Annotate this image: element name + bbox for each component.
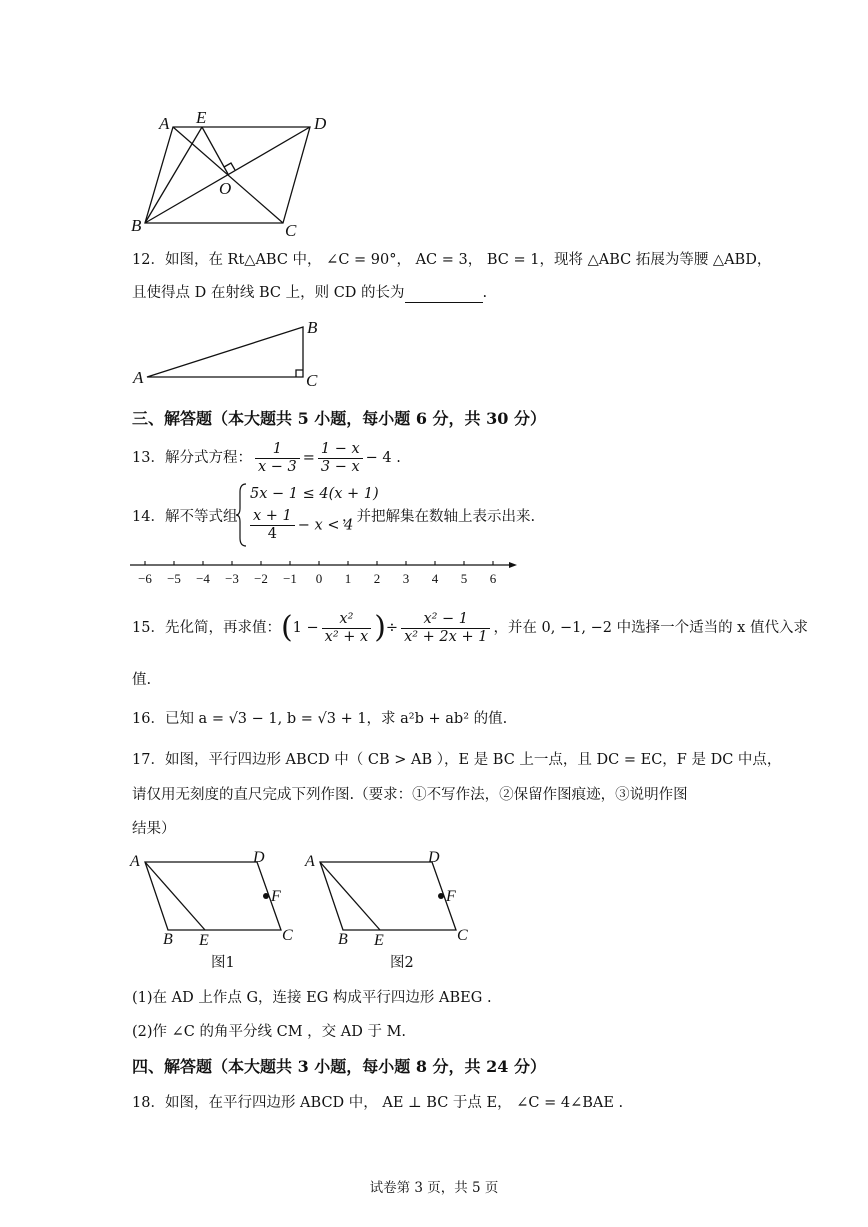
label-c: C (282, 927, 293, 944)
label-e: E (199, 932, 209, 948)
caption-fig1: 图1 (211, 955, 235, 971)
q12-line2 (132, 283, 487, 303)
q17-line2: 请仅用无刻度的直尺完成下列作图.（要求：①不写作法，②保留作图痕迹，③说明作图 (132, 787, 688, 803)
answer-blank (405, 288, 483, 303)
label-f: F (446, 888, 456, 905)
number-line-label: 5 (460, 571, 468, 586)
number-line (125, 555, 525, 589)
fraction: $\frac{x + 1}{4}$ (250, 508, 295, 543)
figure-q17-1 (125, 848, 300, 948)
q18: 18．如图，在平行四边形 ABCD 中， AE ⊥ BC 于点 E， ∠C = 4∠BAE . (132, 1095, 624, 1111)
label-d: D (314, 114, 327, 133)
label-a: A (305, 853, 315, 870)
paren-open: ( (280, 610, 293, 645)
page-footer: 试卷第 3 页，共 5 页 (369, 1180, 499, 1196)
number-line-label: 4 (431, 571, 439, 586)
figure-q11 (125, 105, 345, 240)
q15-prefix: 15．先化简，再求值： (132, 620, 281, 636)
label-a: A (130, 853, 140, 870)
q12-line2-text: 且使得点 D 在射线 BC 上，则 CD 的长为 (132, 285, 405, 301)
number-line-label: −6 (138, 571, 152, 586)
q14-prefix: 14．解不等式组 (132, 509, 238, 525)
q16: 16．已知 a = √3 − 1, b = √3 + 1，求 a²b + ab² 的值. (132, 711, 508, 727)
section-3-heading: 三、解答题（本大题共 5 小题，每小题 6 分，共 30 分） (132, 409, 546, 428)
q12-line2-end: . (482, 285, 488, 301)
q15-line2: 值. (132, 672, 152, 688)
fraction: $\frac{\text{x² − 1}}{\text{x² + 2x + 1}}$ (401, 611, 490, 646)
label-c: C (457, 927, 468, 944)
fraction: $\frac{\text{x²}}{\text{x² + x}}$ (322, 611, 372, 646)
q13-prefix: 13．解分式方程： (132, 450, 252, 466)
label-o: O (219, 179, 232, 198)
figure-q17-2 (300, 848, 475, 948)
figure-q12 (125, 315, 335, 395)
label-d: D (428, 849, 440, 866)
paren-close: ) (374, 610, 386, 645)
number-line-label: 1 (344, 571, 352, 586)
label-c: C (306, 371, 318, 390)
caption-fig2: 图2 (390, 955, 414, 971)
number-line-label: 0 (315, 571, 323, 586)
q12-line1: 12．如图，在 Rt△ABC 中， ∠C = 90°， AC = 3， BC = 1，现将 △ABC 拓展为等腰 △ABD， (132, 252, 772, 268)
q15: 15．先化简，再求值：(1 − $\frac{\text{x²}}{\text{x² + x}}$ )÷ $\frac{\text{x² − 1}}{\text{x² + 2x + 1}}$ ，并在 0, −1, −2 中选择一个适当的 x 值代入求 (132, 610, 808, 645)
label-a: A (159, 114, 170, 133)
label-c: C (285, 221, 297, 240)
label-b: B (131, 216, 142, 235)
number-line-label: −2 (254, 571, 268, 586)
brace (236, 482, 248, 548)
q14-suffix: ，并把解集在数轴上表示出来. (342, 509, 536, 525)
q13: 13．解分式方程： $\frac{1}{x - 3}$ = $\frac{1 - x}{3 - x}$ − 4 . (132, 440, 401, 475)
fraction: $\frac{1}{x - 3}$ (255, 441, 300, 476)
number-line-label: −3 (225, 571, 239, 586)
q17-line3: 结果） (132, 821, 176, 837)
section-4-heading: 四、解答题（本大题共 3 小题，每小题 8 分，共 24 分） (132, 1057, 546, 1076)
number-line-label: 3 (402, 571, 410, 586)
q15-suffix: ，并在 0, −1, −2 中选择一个适当的 x 值代入求 (493, 620, 808, 636)
q17-part2: (2)作 ∠C 的角平分线 CM ，交 AD 于 M. (132, 1024, 407, 1040)
label-b: B (163, 931, 173, 948)
q17-part1: (1)在 AD 上作点 G，连接 EG 构成平行四边形 ABEG . (132, 990, 492, 1006)
label-f: F (271, 888, 281, 905)
label-e: E (374, 932, 384, 948)
number-line-label: 2 (373, 571, 381, 586)
label-a: A (133, 368, 144, 387)
number-line-label: −5 (167, 571, 181, 586)
label-d: D (253, 849, 265, 866)
q13-tail: − 4 . (365, 450, 401, 466)
q14-ineq1: 5x − 1 ≤ 4(x + 1) (250, 486, 379, 502)
number-line-label: −1 (283, 571, 297, 586)
number-line-label: −4 (196, 571, 210, 586)
q17-line1: 17．如图，平行四边形 ABCD 中（ CB > AB ），E 是 BC 上一点，且 DC = EC，F 是 DC 中点， (132, 752, 782, 768)
label-b: B (307, 318, 318, 337)
label-b: B (338, 931, 348, 948)
fraction: $\frac{1 - x}{3 - x}$ (318, 441, 363, 476)
number-line-label: 6 (489, 571, 497, 586)
q14-ineq2: $\frac{x + 1}{4}$ − x < 4 (250, 508, 353, 543)
label-e: E (196, 108, 207, 127)
